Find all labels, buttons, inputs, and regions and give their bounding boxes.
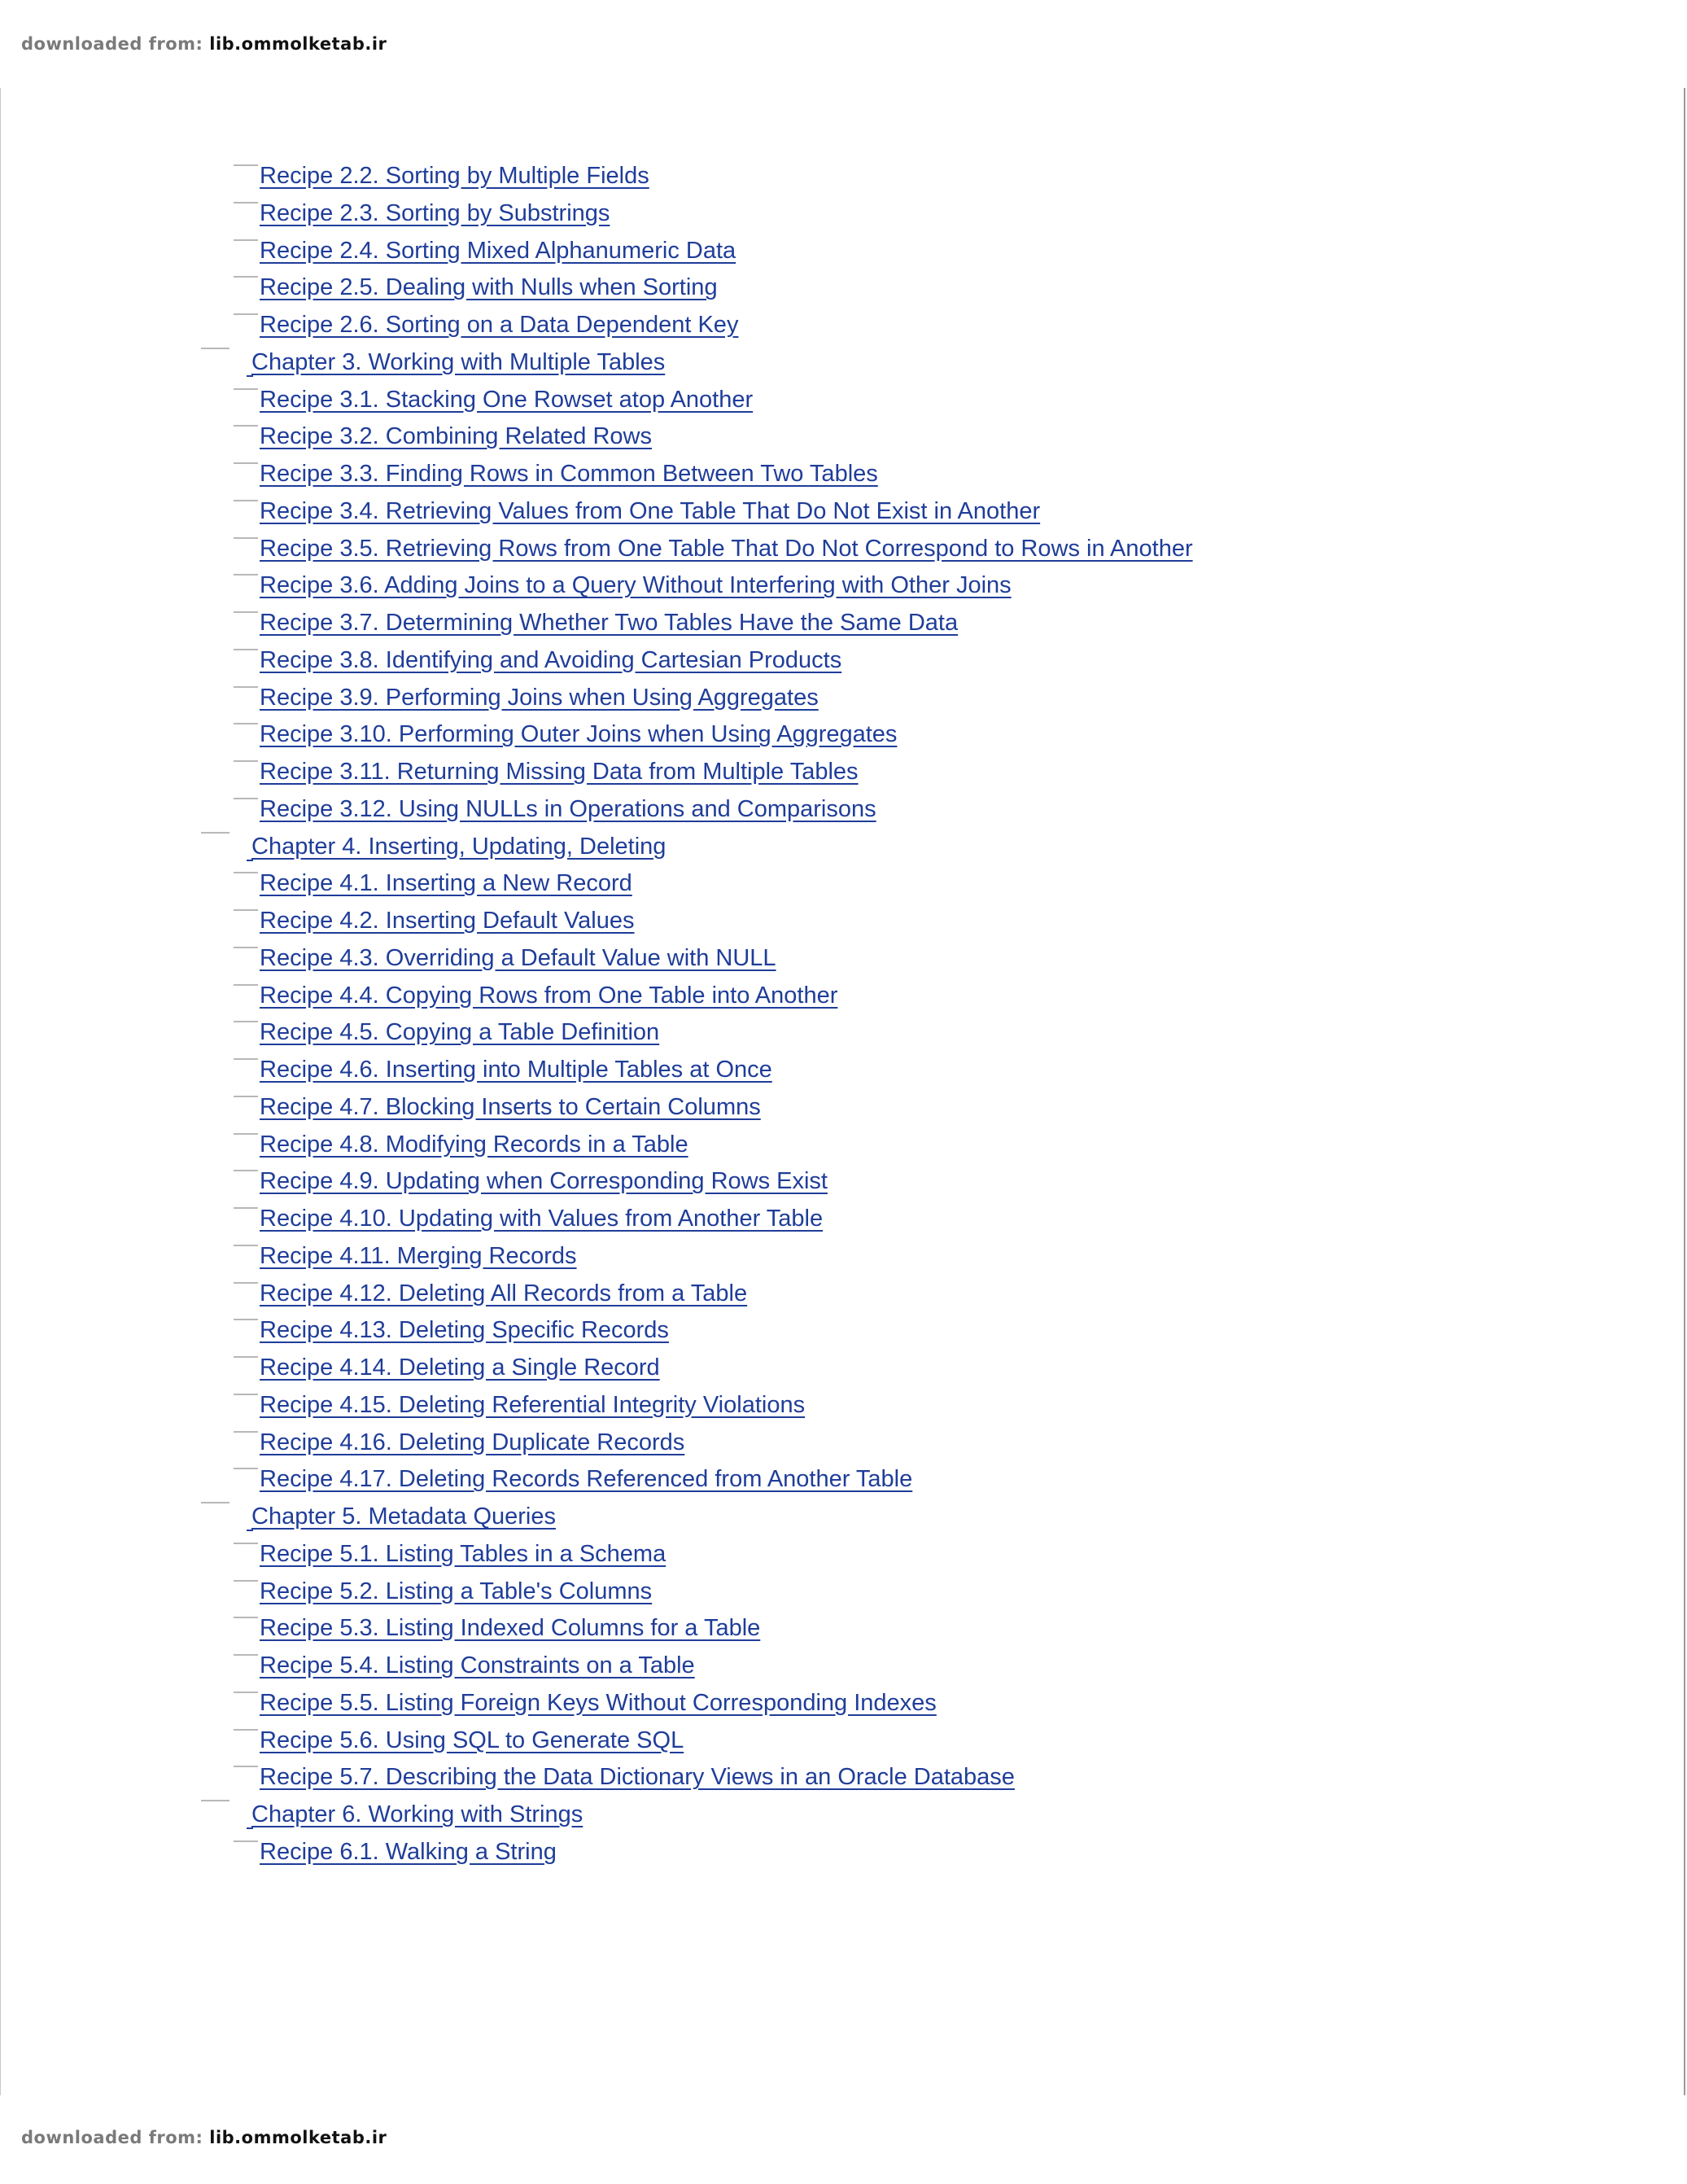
tree-connector bbox=[234, 1580, 258, 1582]
toc-recipe-link[interactable]: Recipe 4.5. Copying a Table Definition bbox=[260, 1019, 660, 1046]
tree-connector bbox=[234, 574, 258, 576]
tree-connector bbox=[201, 1800, 229, 1801]
toc-recipe-link[interactable]: Recipe 3.9. Performing Joins when Using Aggregates bbox=[260, 684, 819, 711]
toc-recipe-link[interactable]: Recipe 4.2. Inserting Default Values bbox=[260, 908, 635, 934]
toc-recipe-link[interactable]: Recipe 5.7. Describing the Data Dictionary Views in an Oracle Database bbox=[260, 1764, 1015, 1791]
toc-recipe-link[interactable]: Recipe 4.12. Deleting All Records from a Table bbox=[260, 1280, 748, 1306]
watermark-prefix: downloaded from: bbox=[21, 34, 210, 54]
tree-connector bbox=[234, 611, 258, 613]
toc-recipe-link[interactable]: Recipe 5.2. Listing a Table's Columns bbox=[260, 1578, 653, 1604]
tree-connector bbox=[234, 276, 258, 278]
tree-connector bbox=[234, 686, 258, 688]
tree-connector bbox=[234, 1692, 258, 1693]
toc-recipe-link[interactable]: Recipe 4.6. Inserting into Multiple Tables at Once bbox=[260, 1057, 772, 1083]
tree-connector bbox=[234, 1058, 258, 1060]
toc-recipe-link[interactable]: Recipe 3.1. Stacking One Rowset atop Another bbox=[260, 386, 754, 413]
tree-connector bbox=[234, 760, 258, 762]
tree-connector bbox=[234, 1096, 258, 1097]
toc-recipe-link[interactable]: Recipe 4.4. Copying Rows from One Table into Another bbox=[260, 982, 838, 1009]
tree-connector bbox=[234, 909, 258, 911]
watermark-bottom bbox=[21, 2128, 387, 2147]
toc-recipe-link[interactable]: Recipe 3.7. Determining Whether Two Tables Have the Same Data bbox=[260, 610, 959, 636]
toc-recipe-link[interactable]: Recipe 3.2. Combining Related Rows bbox=[260, 423, 652, 450]
tree-connector bbox=[234, 388, 258, 390]
tree-connector bbox=[234, 723, 258, 724]
tree-connector bbox=[201, 1502, 229, 1503]
tree-connector bbox=[234, 1840, 258, 1842]
toc-chapter-link[interactable]: Chapter 6. Working with Strings bbox=[251, 1801, 583, 1827]
toc-recipe-link[interactable]: Recipe 2.5. Dealing with Nulls when Sorting bbox=[260, 274, 718, 301]
toc-recipe-link[interactable]: Recipe 2.4. Sorting Mixed Alphanumeric Data bbox=[260, 237, 736, 264]
tree-connector bbox=[234, 1617, 258, 1618]
tree-connector bbox=[201, 348, 229, 349]
toc-recipe-link[interactable]: Recipe 4.17. Deleting Records Referenced from Another Table bbox=[260, 1466, 913, 1493]
tree-connector bbox=[234, 947, 258, 948]
toc-chapter-link[interactable]: Chapter 3. Working with Multiple Tables bbox=[251, 348, 666, 375]
watermark-prefix: downloaded from: bbox=[21, 2128, 210, 2147]
tree-connector bbox=[234, 1766, 258, 1767]
toc-recipe-link[interactable]: Recipe 3.6. Adding Joins to a Query Without Interfering with Other Joins bbox=[260, 572, 1012, 599]
toc-recipe-link[interactable]: Recipe 3.3. Finding Rows in Common Between Two Tables bbox=[260, 461, 878, 487]
toc-recipe-link[interactable]: Recipe 4.13. Deleting Specific Records bbox=[260, 1317, 669, 1344]
toc-recipe-link[interactable]: Recipe 4.16. Deleting Duplicate Records bbox=[260, 1429, 685, 1455]
tree-connector bbox=[234, 500, 258, 501]
toc-recipe-link[interactable]: Recipe 4.10. Updating with Values from Another Table bbox=[260, 1206, 824, 1232]
tree-connector bbox=[234, 239, 258, 241]
tree-connector bbox=[234, 1282, 258, 1284]
toc-recipe-link[interactable]: Recipe 5.4. Listing Constraints on a Table bbox=[260, 1652, 695, 1678]
tree-connector bbox=[234, 984, 258, 986]
tree-connector bbox=[234, 649, 258, 650]
tree-connector bbox=[234, 1468, 258, 1469]
tree-connector bbox=[234, 798, 258, 799]
tree-connector bbox=[234, 1207, 258, 1209]
toc-recipe-link[interactable]: Recipe 5.6. Using SQL to Generate SQL bbox=[260, 1727, 684, 1753]
toc-recipe-link[interactable]: Recipe 3.11. Returning Missing Data from Multiple Tables bbox=[260, 759, 859, 785]
toc-recipe-link[interactable]: Recipe 4.9. Updating when Corresponding Rows Exist bbox=[260, 1168, 828, 1195]
tree-connector bbox=[234, 872, 258, 873]
toc-recipe-link[interactable]: Recipe 3.5. Retrieving Rows from One Table That Do Not Correspond to Rows in Another bbox=[260, 535, 1193, 562]
tree-connector bbox=[234, 537, 258, 539]
tree-connector bbox=[234, 462, 258, 464]
watermark-top bbox=[21, 34, 387, 54]
toc-recipe-link[interactable]: Recipe 5.1. Listing Tables in a Schema bbox=[260, 1540, 666, 1567]
toc-recipe-link[interactable]: Recipe 5.5. Listing Foreign Keys Without Corresponding Indexes bbox=[260, 1689, 937, 1716]
tree-connector bbox=[234, 425, 258, 427]
tree-connector bbox=[234, 202, 258, 204]
tree-connector bbox=[201, 832, 229, 834]
toc-chapter-link[interactable]: Chapter 4. Inserting, Updating, Deleting bbox=[251, 833, 666, 860]
tree-connector bbox=[234, 1319, 258, 1320]
toc-recipe-link[interactable]: Recipe 2.2. Sorting by Multiple Fields bbox=[260, 163, 649, 189]
toc-recipe-link[interactable]: Recipe 3.10. Performing Outer Joins when Using Aggregates bbox=[260, 721, 898, 748]
toc-recipe-link[interactable]: Recipe 3.4. Retrieving Values from One Table That Do Not Exist in Another bbox=[260, 497, 1041, 524]
tree-connector bbox=[234, 1543, 258, 1544]
toc-recipe-link[interactable]: Recipe 6.1. Walking a String bbox=[260, 1838, 557, 1865]
toc-recipe-link[interactable]: Recipe 2.3. Sorting by Substrings bbox=[260, 199, 610, 226]
tree-connector bbox=[234, 313, 258, 315]
toc-recipe-link[interactable]: Recipe 4.7. Blocking Inserts to Certain Columns bbox=[260, 1093, 761, 1120]
tree-connector bbox=[234, 1729, 258, 1731]
toc-recipe-link[interactable]: Recipe 2.6. Sorting on a Data Dependent Key bbox=[260, 312, 739, 338]
toc-recipe-link[interactable]: Recipe 4.3. Overriding a Default Value with NULL bbox=[260, 944, 776, 971]
toc-recipe-link[interactable]: Recipe 5.3. Listing Indexed Columns for a Table bbox=[260, 1615, 761, 1642]
tree-connector bbox=[234, 1654, 258, 1656]
toc-recipe-link[interactable]: Recipe 3.8. Identifying and Avoiding Cartesian Products bbox=[260, 646, 842, 673]
tree-connector bbox=[234, 1431, 258, 1433]
toc-recipe-link[interactable]: Recipe 3.12. Using NULLs in Operations and Comparisons bbox=[260, 795, 876, 822]
tree-connector bbox=[234, 1356, 258, 1358]
tree-connector bbox=[234, 1245, 258, 1246]
tree-connector bbox=[234, 1021, 258, 1022]
tree-connector bbox=[234, 1394, 258, 1395]
toc-recipe-link[interactable]: Recipe 4.14. Deleting a Single Record bbox=[260, 1355, 660, 1381]
toc-recipe-link[interactable]: Recipe 4.1. Inserting a New Record bbox=[260, 870, 632, 897]
tree-connector bbox=[234, 1133, 258, 1135]
tree-connector bbox=[234, 164, 258, 166]
tree-connector bbox=[234, 1170, 258, 1171]
watermark-site: lib.ommolketab.ir bbox=[209, 34, 387, 54]
toc-recipe-link[interactable]: Recipe 4.15. Deleting Referential Integrity Violations bbox=[260, 1391, 806, 1418]
watermark-site: lib.ommolketab.ir bbox=[209, 2128, 387, 2147]
toc-recipe-link[interactable]: Recipe 4.8. Modifying Records in a Table bbox=[260, 1131, 688, 1158]
toc-chapter-link[interactable]: Chapter 5. Metadata Queries bbox=[251, 1503, 556, 1530]
toc-recipe-link[interactable]: Recipe 4.11. Merging Records bbox=[260, 1242, 577, 1269]
